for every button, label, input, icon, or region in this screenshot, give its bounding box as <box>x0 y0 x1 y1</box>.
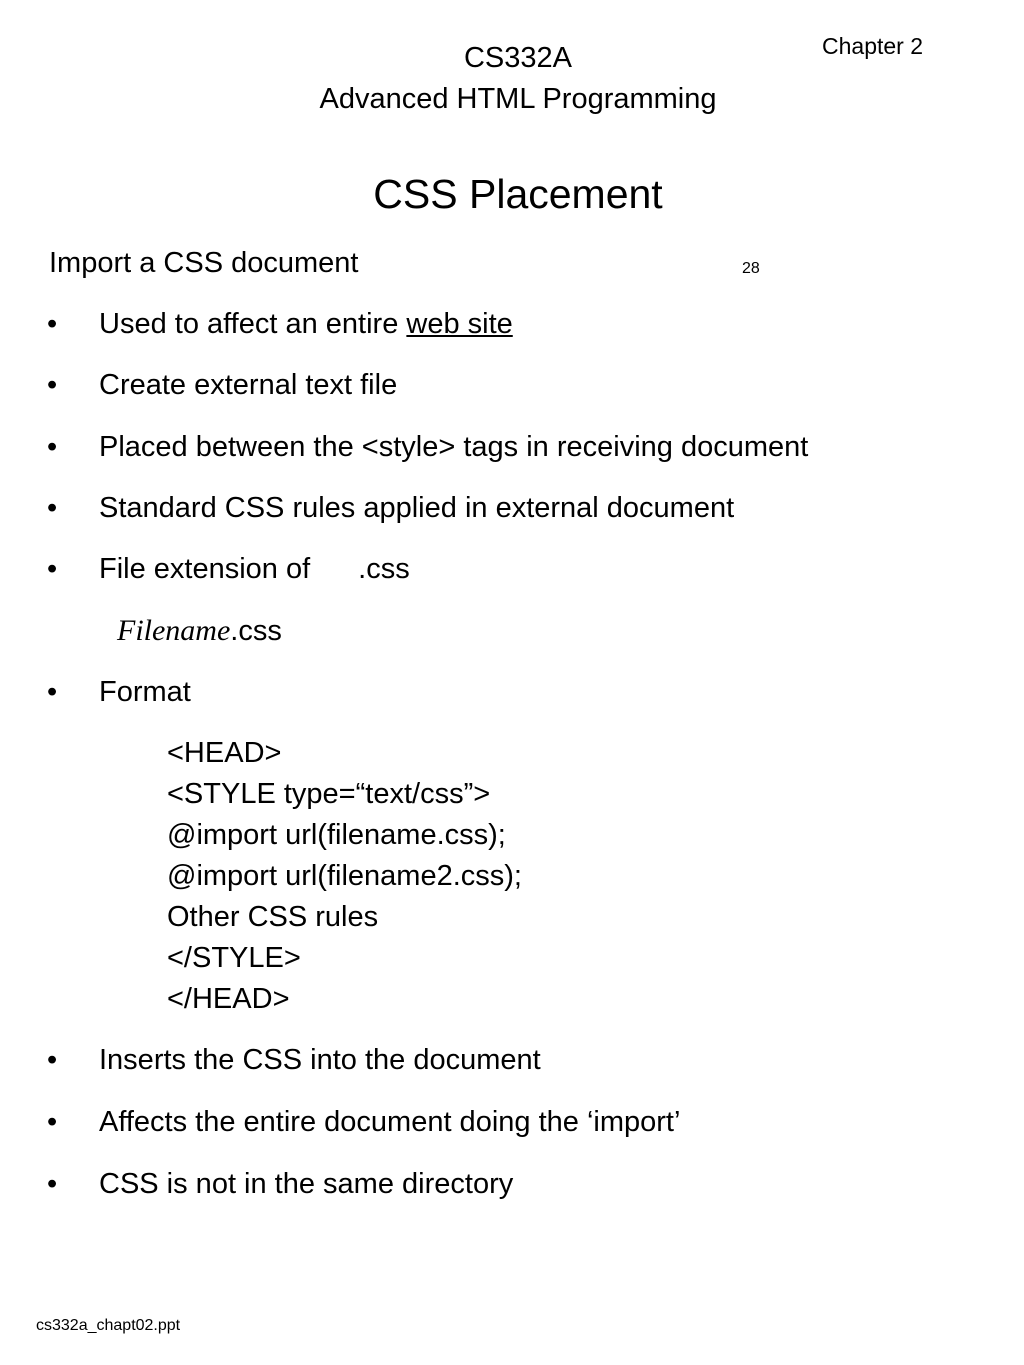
bullet-text: Format <box>99 676 191 708</box>
bullet-placed-between <box>47 428 808 466</box>
chapter-label: Chapter 2 <box>822 33 924 59</box>
bullet-marker: • <box>47 553 58 585</box>
filename-placeholder: Filename <box>117 614 231 647</box>
bullet-text: Inserts the CSS into the document <box>99 1044 541 1076</box>
bullet-marker: • <box>47 308 58 340</box>
bullet-used-to-affect <box>47 305 513 343</box>
bullet-text: File extension of <box>99 553 311 585</box>
bullet-format <box>47 673 191 711</box>
code-line: Other CSS rules <box>167 901 379 933</box>
slide-title: CSS Placement <box>373 171 663 217</box>
bullet-marker: • <box>47 1106 58 1138</box>
code-line: @import url(filename.css); <box>167 819 506 851</box>
file-extension-value: .css <box>358 553 410 585</box>
page-number: 28 <box>742 260 760 277</box>
filename-example <box>117 612 282 650</box>
bullet-inserts <box>47 1041 541 1079</box>
code-line: </HEAD> <box>167 983 290 1015</box>
web-site-link[interactable]: web site <box>406 308 513 340</box>
code-line: <STYLE type=“text/css”> <box>167 778 491 810</box>
footer-filename: cs332a_chapt02.ppt <box>36 1317 181 1334</box>
bullet-file-extension <box>47 550 410 588</box>
bullet-standard-rules <box>47 489 734 527</box>
bullet-create-file <box>47 366 397 404</box>
course-name: Advanced HTML Programming <box>319 83 717 115</box>
course-code: CS332A <box>463 42 572 74</box>
bullet-affects <box>47 1103 680 1141</box>
bullet-marker: • <box>47 1044 58 1076</box>
bullet-marker: • <box>47 676 58 708</box>
bullet-marker: • <box>47 369 58 401</box>
bullet-text: CSS is not in the same directory <box>99 1168 514 1200</box>
bullet-text: Create external text file <box>99 369 398 401</box>
bullet-marker: • <box>47 431 58 463</box>
bullet-text: Standard CSS rules applied in external document <box>99 492 735 524</box>
bullet-marker: • <box>47 1168 58 1200</box>
code-line: @import url(filename2.css); <box>167 860 522 892</box>
bullet-text: Affects the entire document doing the ‘import’ <box>99 1106 681 1138</box>
bullet-marker: • <box>47 492 58 524</box>
bullet-text: Placed between the <style> tags in receiving document <box>99 431 809 463</box>
filename-extension: .css <box>230 615 282 647</box>
code-line: <HEAD> <box>167 737 282 769</box>
section-heading: Import a CSS document <box>49 247 359 279</box>
code-line: </STYLE> <box>167 942 301 974</box>
bullet-text: Used to affect an entire <box>99 308 407 340</box>
bullet-not-same-dir <box>47 1165 513 1203</box>
